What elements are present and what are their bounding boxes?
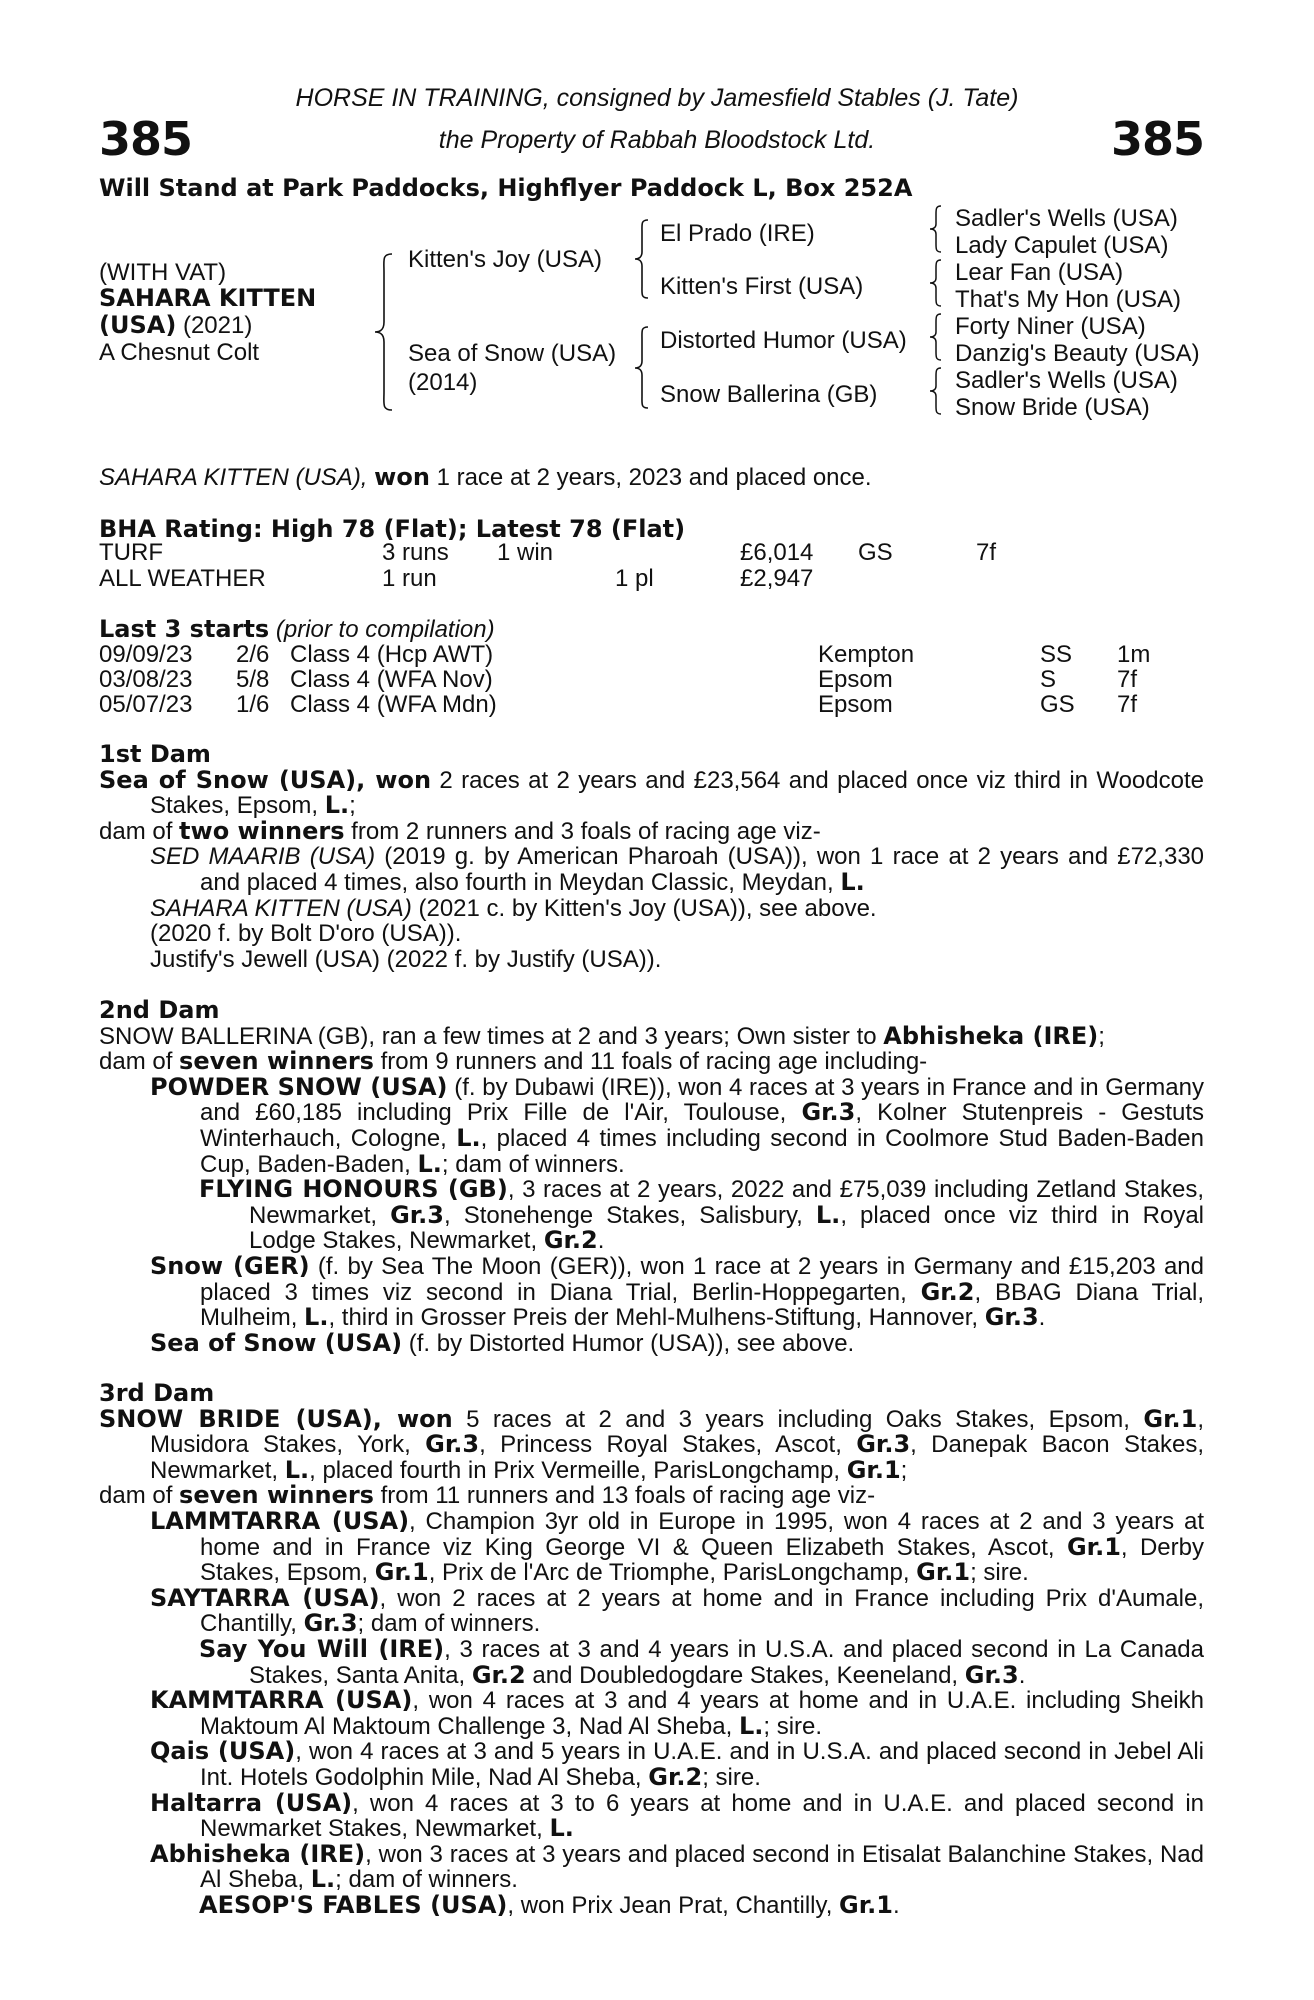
pedigree-brace-g3 [927, 312, 945, 362]
start-distance: 1m [1117, 641, 1151, 668]
offspring-flying-honours: FLYING HONOURS (GB), 3 races at 2 years, 2022 and £75,039 including Zetland Stakes, Newmarket, Gr.3, Stonehenge Stakes, Salisbury, L., placed once viz third in Royal Lodge Stakes, Newmarket, Gr.2. [199, 1175, 1204, 1255]
third-dam-section [99, 1381, 1204, 1918]
pedigree-brace-g1 [927, 204, 945, 254]
horse-origin-year: (USA) (2021) [99, 311, 253, 339]
consignor-line: HORSE IN TRAINING, consigned by Jamesfield Stables (J. Tate) [295, 84, 1019, 112]
start-date: 05/07/23 [99, 691, 193, 718]
pedigree-brace-g4 [927, 366, 945, 416]
second-dam-record: SNOW BALLERINA (GB), ran a few times at 2 and 3 years; Own sister to Abhisheka (IRE); [99, 1021, 1105, 1050]
ancestor-3: Lear Fan (USA) [955, 259, 1124, 286]
start-going: S [1040, 666, 1057, 693]
start-race: Class 4 (WFA Mdn) [290, 691, 497, 718]
start-position: 1/6 [236, 691, 270, 718]
horse-description: A Chesnut Colt [99, 339, 260, 366]
start-going: GS [1040, 691, 1075, 718]
last-starts-title: Last 3 starts (prior to compilation) [99, 615, 495, 643]
start-position: 5/8 [236, 666, 270, 693]
bha-rating: BHA Rating: High 78 (Flat); Latest 78 (Flat) [99, 515, 686, 543]
ancestor-2: Lady Capulet (USA) [955, 232, 1169, 259]
second-dam-produce: dam of seven winners from 9 runners and 11 foals of racing age including- [99, 1047, 928, 1076]
dam: Sea of Snow (USA) [408, 340, 617, 367]
lot-number-right: 385 [1110, 112, 1204, 166]
start-course: Epsom [818, 691, 893, 718]
start-position: 2/6 [236, 641, 270, 668]
property-line: the Property of Rabbah Bloodstock Ltd. [438, 126, 876, 154]
rating-distance: 7f [976, 539, 997, 566]
start-course: Epsom [818, 666, 893, 693]
first-dam-produce: dam of two winners from 2 runners and 3 foals of racing age viz- [99, 816, 821, 845]
sire-sire: El Prado (IRE) [660, 220, 815, 247]
sire: Kitten's Joy (USA) [408, 246, 602, 273]
rating-wins: 1 win [497, 539, 554, 566]
offspring-kammtarra: KAMMTARRA (USA), won 4 races at 3 and 4 years at home and in U.A.E. including Sheikh Maktoum Al Maktoum Challenge 3, Nad Al Sheba, L.; sire. [150, 1686, 1204, 1740]
rating-prize: £6,014 [740, 539, 814, 566]
dam-year: (2014) [408, 369, 478, 396]
rating-surface: ALL WEATHER [99, 565, 266, 592]
start-race: Class 4 (WFA Nov) [290, 666, 493, 693]
stand-location: Will Stand at Park Paddocks, Highflyer Paddock L, Box 252A [99, 174, 913, 202]
offspring-say-you-will: Say You Will (IRE), 3 races at 3 and 4 years in U.S.A. and placed second in La Canada Stakes, Santa Anita, Gr.2 and Doubledogdare Stakes, Keeneland, Gr.3. [199, 1634, 1204, 1689]
offspring-sea-of-snow: Sea of Snow (USA) (f. by Distorted Humor (USA)), see above. [150, 1328, 855, 1357]
offspring-saytarra: SAYTARRA (USA), won 2 races at 2 years at home and in France including Prix d'Aumale, Chantilly, Gr.3; dam of winners. [150, 1583, 1204, 1638]
start-date: 03/08/23 [99, 666, 193, 693]
rating-prize: £2,947 [740, 565, 814, 592]
third-dam-produce: dam of seven winners from 11 runners and 13 foals of racing age viz- [99, 1481, 876, 1510]
start-going: SS [1040, 641, 1073, 668]
start-distance: 7f [1117, 691, 1138, 718]
rating-runs: 1 run [382, 565, 437, 592]
pedigree-brace-main [372, 252, 396, 412]
first-dam-record: Sea of Snow (USA), won 2 races at 2 years and £23,564 and placed once viz third in Woodcote Stakes, Epsom, L.; [99, 765, 1204, 820]
start-course: Kempton [818, 641, 915, 668]
dam-dam: Snow Ballerina (GB) [660, 381, 878, 408]
race-summary: SAHARA KITTEN (USA), won 1 race at 2 years, 2023 and placed once. [99, 463, 872, 491]
offspring-haltarra: Haltarra (USA), won 4 races at 3 to 6 years at home and in U.A.E. and placed second in Newmarket Stakes, Newmarket, L. [150, 1788, 1204, 1843]
lot-number-left: 385 [99, 112, 193, 166]
offspring-powder-snow: POWDER SNOW (USA) (f. by Dubawi (IRE)), won 4 races at 3 years in France and in Germany and £60,185 including Prix Fille de l'Air, Toulouse, Gr.3, Kolner Stutenpreis - Gestuts Winterhauch, Cologne, L., placed 4 times including second in Coolmore Stud Baden-Baden Cup, Baden-Baden, L.; dam of winners. [150, 1072, 1204, 1178]
offspring-abhisheka: Abhisheka (IRE), won 3 races at 3 years and placed second in Etisalat Balanchine Stakes, Nad Al Sheba, L.; dam of winners. [150, 1839, 1204, 1894]
rating-runs: 3 runs [382, 539, 449, 566]
offspring-sahara-kitten: SAHARA KITTEN (USA) (2021 c. by Kitten's Joy (USA)), see above. [150, 894, 877, 922]
second-dam-heading: 2nd Dam [99, 996, 220, 1024]
first-dam-heading: 1st Dam [99, 740, 211, 768]
rating-placed: 1 pl [615, 565, 654, 592]
start-distance: 7f [1117, 666, 1138, 693]
ancestor-6: Danzig's Beauty (USA) [955, 340, 1200, 367]
rating-surface: TURF [99, 539, 163, 566]
ancestor-4: That's My Hon (USA) [955, 286, 1181, 313]
ancestor-1: Sadler's Wells (USA) [955, 205, 1178, 232]
ancestor-7: Sadler's Wells (USA) [955, 367, 1178, 394]
start-race: Class 4 (Hcp AWT) [290, 641, 494, 668]
offspring-sed-maarib: SED MAARIB (USA) (2019 g. by American Pharoah (USA)), won 1 race at 2 years and £72,330 and placed 4 times, also fourth in Meydan Classic, Meydan, L. [150, 843, 1205, 896]
first-dam-section [99, 742, 1204, 972]
pedigree-brace-sire [632, 218, 652, 300]
offspring-justifys-jewell: Justify's Jewell (USA) (2022 f. by Justify (USA)). [150, 945, 662, 973]
pedigree-brace-g2 [927, 258, 945, 308]
ancestor-8: Snow Bride (USA) [955, 394, 1150, 421]
offspring-snow: Snow (GER) (f. by Sea The Moon (GER)), won 1 race at 2 years in Germany and £15,203 and placed 3 times viz second in Diana Trial, Berlin-Hoppegarten, Gr.2, BBAG Diana Trial, Mulheim, L., third in Grosser Preis der Mehl-Mulhens-Stiftung, Hannover, Gr.3. [150, 1251, 1205, 1332]
second-dam-section [99, 998, 1204, 1356]
pedigree-brace-dam [632, 325, 652, 410]
offspring-qais: Qais (USA), won 4 races at 3 and 5 years in U.A.E. and in U.S.A. and placed second in Jebel Ali Int. Hotels Godolphin Mile, Nad Al Sheba, Gr.2; sire. [150, 1737, 1204, 1791]
rating-going: GS [858, 539, 893, 566]
third-dam-record: SNOW BRIDE (USA), won 5 races at 2 and 3 years including Oaks Stakes, Epsom, Gr.1, Musidora Stakes, York, Gr.3, Princess Royal Stakes, Ascot, Gr.3, Danepak Bacon Stakes, Newmarket, L., placed fourth in Prix Vermeille, ParisLongchamp, Gr.1; [99, 1404, 1204, 1484]
dam-sire: Distorted Humor (USA) [660, 327, 907, 354]
vat-note: (WITH VAT) [99, 259, 227, 286]
horse-name: SAHARA KITTEN [99, 284, 317, 312]
offspring-aesops-fables: AESOP'S FABLES (USA), won Prix Jean Prat, Chantilly, Gr.1. [199, 1890, 900, 1919]
ancestor-5: Forty Niner (USA) [955, 313, 1146, 340]
offspring-lammtarra: LAMMTARRA (USA), Champion 3yr old in Europe in 1995, won 4 races at 2 and 3 years at home and in France viz King George VI & Queen Elizabeth Stakes, Ascot, Gr.1, Derby Stakes, Epsom, Gr.1, Prix de l'Arc de Triomphe, ParisLongchamp, Gr.1; sire. [150, 1506, 1204, 1587]
third-dam-heading: 3rd Dam [99, 1379, 215, 1407]
start-date: 09/09/23 [99, 641, 193, 668]
sire-dam: Kitten's First (USA) [660, 273, 864, 300]
offspring-2020-filly: (2020 f. by Bolt D'oro (USA)). [150, 920, 462, 948]
